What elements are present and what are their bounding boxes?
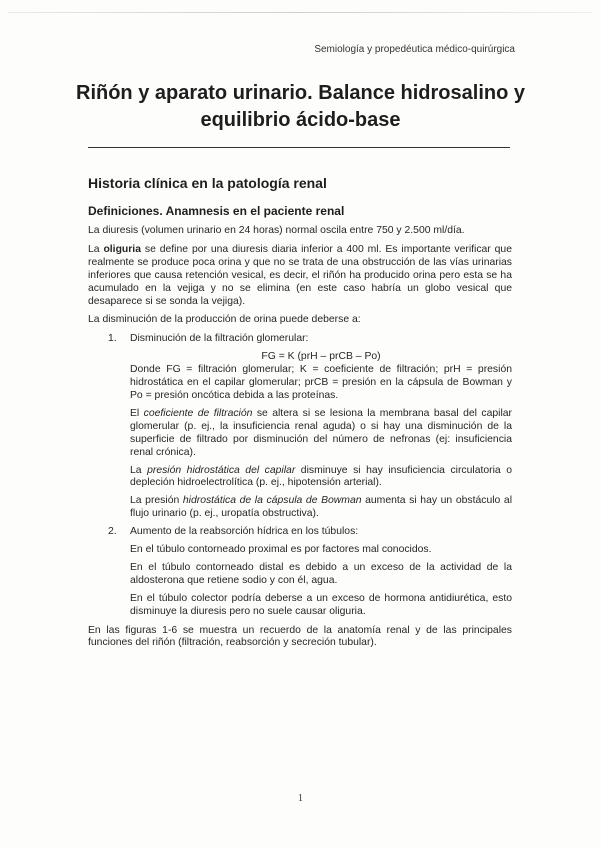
- paragraph-diuresis: La diuresis (volumen urinario en 24 horas) normal oscila entre 750 y 2.500 ml/día.: [88, 225, 465, 236]
- text-run: se altera si se lesiona la membrana basal del capilar glomerular (p. ej., la insuficiencia renal aguda) o si hay una disminución de la superficie de filtrado por disminución del número de nefronas (ej: insuficiencia renal crónica).: [130, 407, 512, 458]
- term-presion-capilar: presión hidrostática del capilar: [147, 464, 296, 476]
- text-run: aumenta si hay un obstáculo al flujo urinario (p. ej., uropatía obstructiva).: [130, 495, 513, 520]
- list-item: [88, 333, 512, 521]
- list-item: [88, 526, 512, 618]
- list-number: 1.: [108, 333, 117, 345]
- paragraph-oliguria: [88, 244, 512, 309]
- paragraph-tubulo-distal: En el túbulo contorneado distal es debido a un exceso de la actividad de la aldosterona que retiene sodio y con él, agua.: [130, 561, 512, 586]
- term-oliguria: oliguria: [103, 243, 141, 255]
- text-run: La: [88, 243, 104, 255]
- section-heading: Historia clínica en la patología renal: [88, 175, 327, 191]
- paragraph-presion-bowman: [130, 495, 512, 521]
- causes-list: [88, 333, 512, 618]
- paragraph-coeficiente: [130, 408, 512, 460]
- list-number: 2.: [108, 526, 117, 538]
- formula-definition: Donde FG = filtración glomerular; K = coeficiente de filtración; prH = presión hidrostática en el capilar glomerular; prCB = presión en la cápsula de Bowman y Po = presión oncótica debida a las proteínas.: [130, 364, 512, 401]
- paragraph-causes-intro: La disminución de la producción de orina puede deberse a:: [88, 314, 361, 326]
- text-run: La presión: [130, 495, 183, 507]
- term-coeficiente: coeficiente de filtración: [143, 407, 253, 419]
- text-run: La: [130, 464, 148, 476]
- body-text: [88, 225, 512, 656]
- title-divider: [88, 147, 510, 148]
- running-header: Semiología y propedéutica médico-quirúrgica: [314, 44, 515, 55]
- paragraph-tubulo-proximal: En el túbulo contorneado proximal es por factores mal conocidos.: [130, 544, 432, 556]
- paragraph-presion-capilar: [130, 465, 512, 491]
- text-run: disminuye si hay insuficiencia circulatoria o depleción hidroelectrolítica (p. ej., hipotensión arterial).: [130, 464, 512, 489]
- list-item-title: Disminución de la filtración glomerular:: [130, 333, 309, 345]
- subsection-heading: Definiciones. Anamnesis en el paciente renal: [88, 204, 345, 218]
- text-run: El: [130, 407, 144, 419]
- page-number: 1: [298, 793, 303, 804]
- paragraph-figures: En las figuras 1-6 se muestra un recuerdo de la anatomía renal y de las principales funciones del riñón (filtración, reabsorción y secreción tubular).: [88, 624, 512, 649]
- chapter-title-line-1: Riñón y aparato urinario. Balance hidrosalino y: [76, 82, 525, 104]
- paragraph-tubulo-colector: En el túbulo colector podría deberse a un exceso de hormona antidiurética, esto disminuye la diuresis pero no suele causar oliguria.: [130, 592, 512, 617]
- chapter-title-line-2: equilibrio ácido-base: [200, 109, 401, 131]
- term-presion-bowman: hidrostática de la cápsula de Bowman: [182, 495, 362, 507]
- chapter-title: [40, 80, 561, 134]
- scan-edge-line: [8, 12, 593, 13]
- text-run: se define por una diuresis diaria inferior a 400 ml. Es importante verificar que realmente se produce poca orina y que no se trata de una obstrucción de las vías urinarias inferiores que causa retención vesical, es decir, el riñón ha producido orina pero esta se ha acumulado en la vejiga y no se elimina (en este caso habría un globo vesical que desaparece si se sonda la vejiga).: [88, 243, 512, 307]
- list-item-title: Aumento de la reabsorción hídrica en los túbulos:: [130, 526, 359, 538]
- formula-fg: FG = K (prH – prCB – Po): [261, 351, 381, 363]
